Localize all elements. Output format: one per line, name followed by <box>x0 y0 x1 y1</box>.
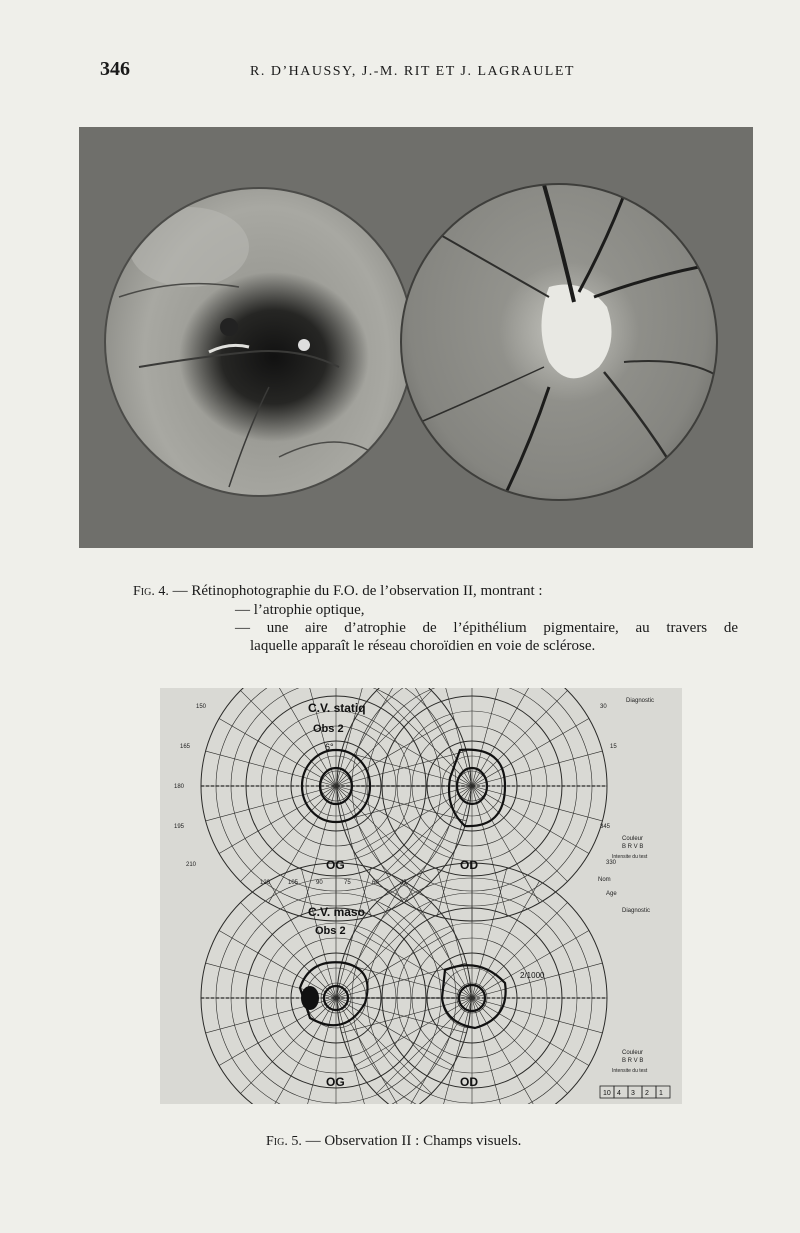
brvb-label: B R V B <box>622 844 644 850</box>
table-value: 4 <box>617 1090 621 1097</box>
couleur-label: Couleur <box>622 836 644 842</box>
running-head: R. D’HAUSSY, J.-M. RIT ET J. LAGRAULET <box>250 64 575 79</box>
page-number: 346 <box>100 58 130 80</box>
figure-5-caption <box>266 1133 521 1150</box>
angle-label: 330 <box>606 860 617 866</box>
bottom-chart-obs: Obs 2 <box>315 925 346 937</box>
angle-label: 30 <box>600 704 607 710</box>
figure-5-label: Fig. 5. <box>266 1134 302 1149</box>
top-eye-right-label: OD <box>460 858 478 872</box>
angle-label: 345 <box>600 824 611 830</box>
figure-4-caption <box>133 582 738 655</box>
angle-label: 165 <box>180 744 191 750</box>
handwritten-note-top: 6° <box>325 742 334 752</box>
table-value: 10 <box>603 1090 611 1097</box>
table-value: 2 <box>645 1090 649 1097</box>
scale-number: 120 <box>260 880 271 886</box>
bottom-intensite-label: Intensite du test <box>612 1068 648 1074</box>
bottom-chart-title: C.V. maso <box>308 905 365 919</box>
scale-number: 90 <box>316 880 323 886</box>
bottom-diagnostic-label: Diagnostic <box>622 908 651 914</box>
figure-4-item-1: — l’atrophie optique, <box>235 602 365 618</box>
scale-number: 105 <box>288 880 299 886</box>
intensite-label: Intensite du test <box>612 854 648 860</box>
figure-4-dash: — <box>168 583 192 599</box>
angle-label: 195 <box>174 824 185 830</box>
bottom-brvb-label: B R V B <box>622 1058 644 1064</box>
figure-4-item-2-line-2: laquelle apparaît le réseau choroïdien en voie de sclérose. <box>250 638 596 654</box>
diagnostic-label: Diagnostic <box>626 698 655 704</box>
angle-label: 15 <box>610 744 617 750</box>
figure-5-caption-text: — Observation II : Champs visuels. <box>301 1133 522 1149</box>
top-chart-title: C.V. statiq <box>308 701 366 715</box>
blind-spot-scotoma <box>301 986 319 1010</box>
figure-4-caption-intro: Rétinophotographie du F.O. de l’observation II, montrant : <box>191 583 543 599</box>
scale-number: 75 <box>344 880 351 886</box>
bottom-couleur-label: Couleur <box>622 1050 644 1056</box>
table-value: 1 <box>659 1090 663 1097</box>
bottom-eye-left-label: OG <box>326 1075 345 1089</box>
table-value: 3 <box>631 1090 635 1097</box>
angle-label: 210 <box>186 862 197 868</box>
nom-label: Nom <box>598 877 611 883</box>
bottom-eye-right-label: OD <box>460 1075 478 1089</box>
angle-label: 180 <box>174 784 185 790</box>
scale-number: 45 <box>400 880 407 886</box>
figure-4-retinal-photographs <box>79 127 753 548</box>
figure-4-item-2-line-1: — une aire d’atrophie de l’épithélium pigmentaire, au travers de <box>235 620 738 636</box>
handwritten-note-bottom: 2/1000 <box>520 971 545 980</box>
angle-label: 150 <box>196 704 207 710</box>
age-label: Age <box>606 891 617 897</box>
top-chart-obs: Obs 2 <box>313 723 344 735</box>
top-eye-left-label: OG <box>326 858 345 872</box>
figure-5-visual-field-charts <box>160 688 682 1104</box>
scale-number: 60 <box>372 880 379 886</box>
figure-4-label: Fig. 4. <box>133 584 169 599</box>
